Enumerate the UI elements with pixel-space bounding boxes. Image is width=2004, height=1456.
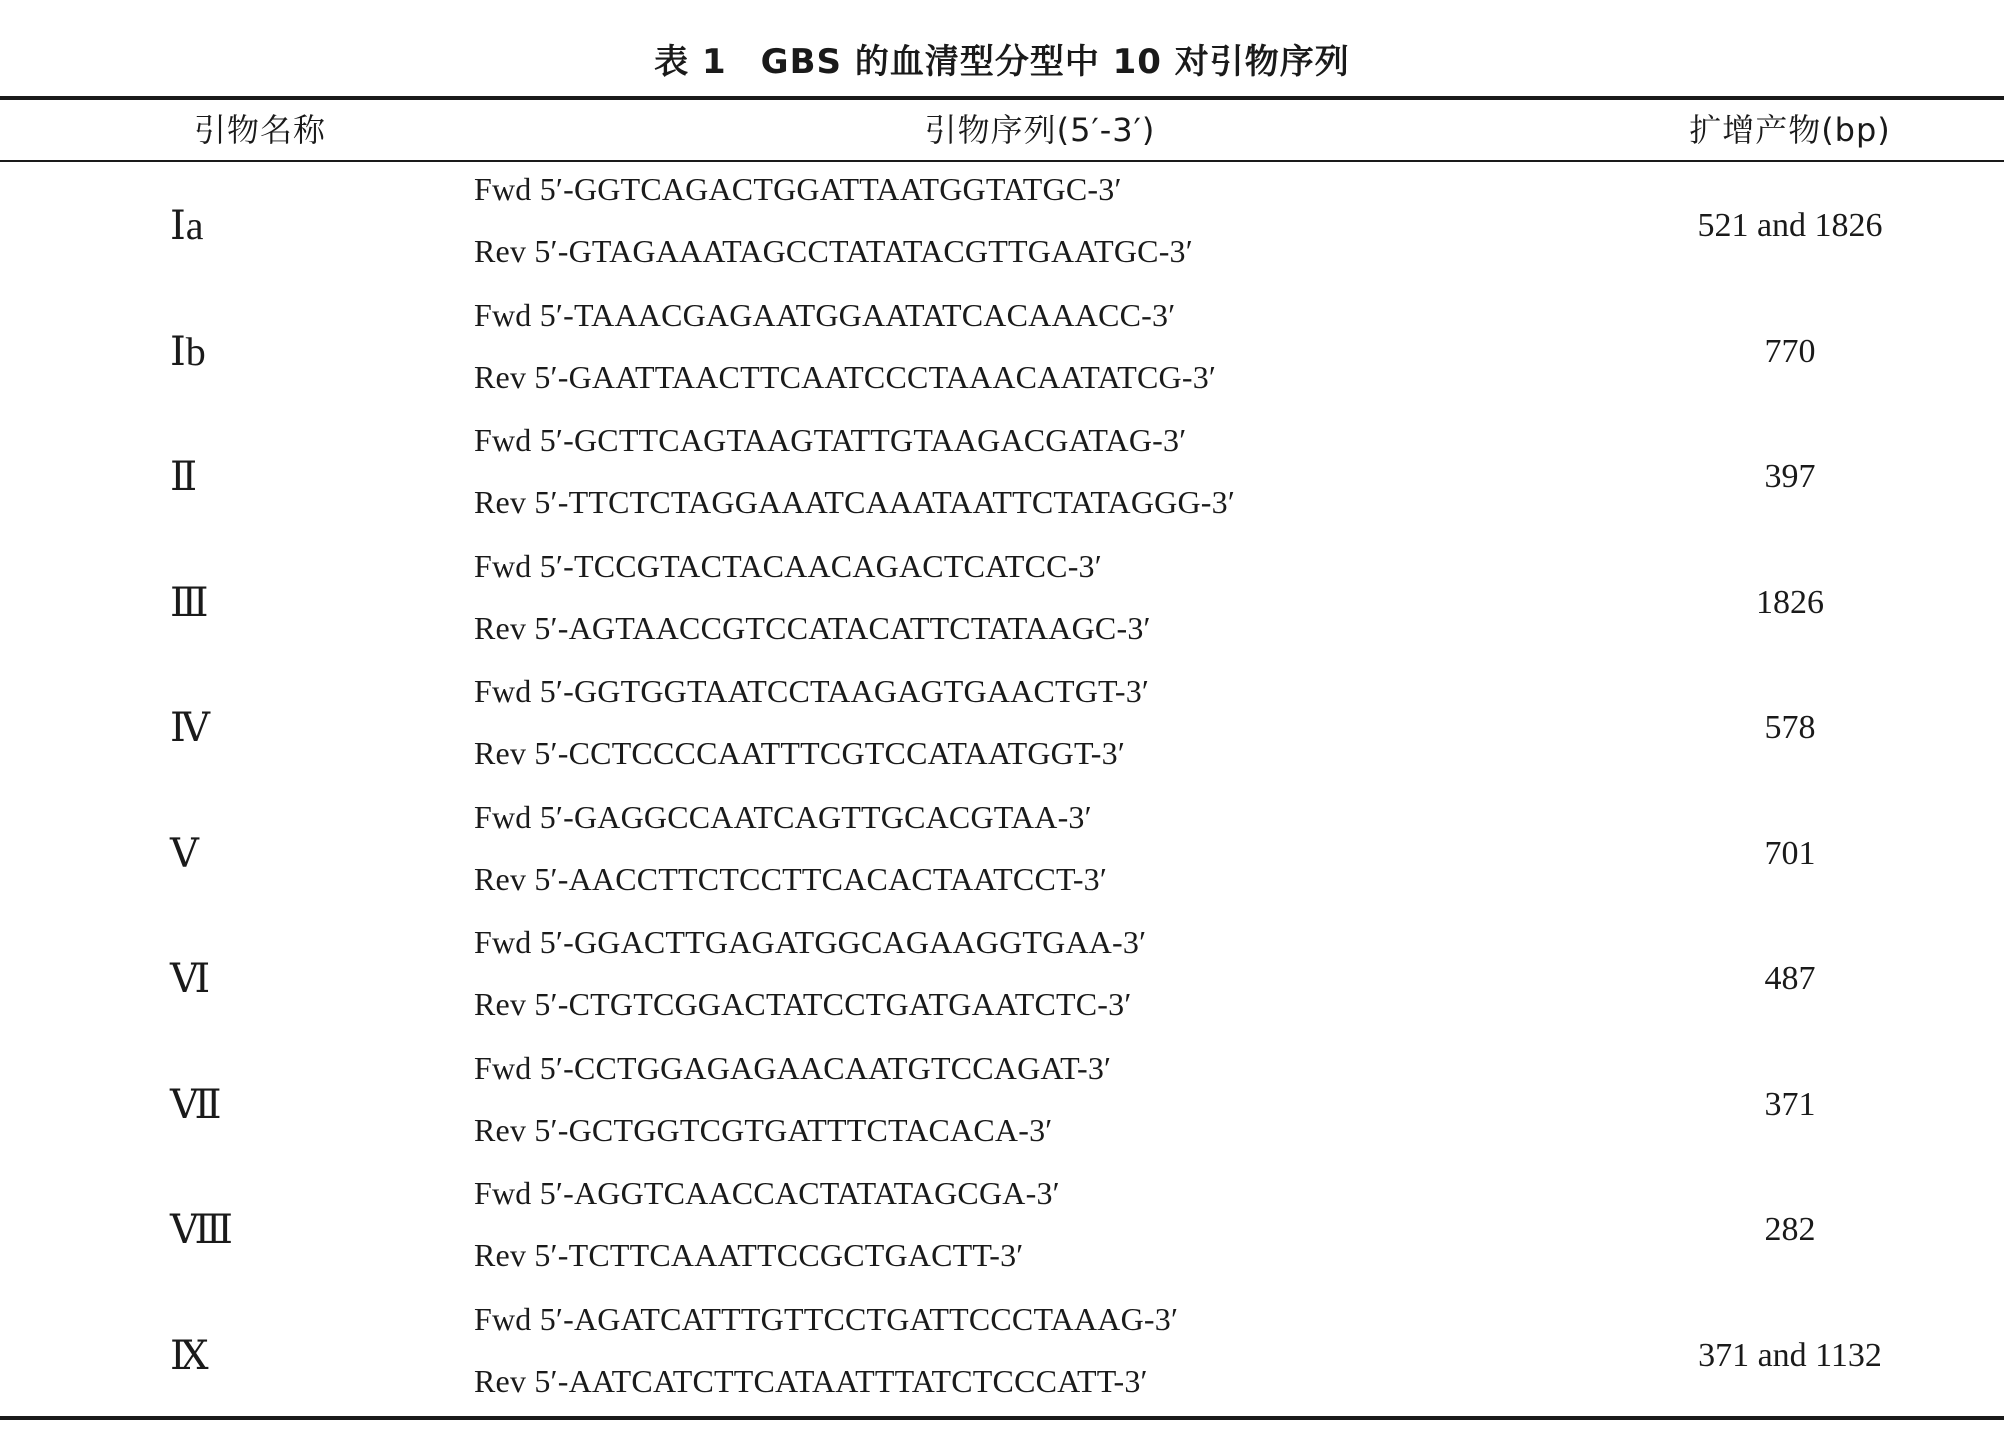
forward-primer: Fwd 5′-GCTTCAGTAAGTATTGTAAGACGATAG-3′ bbox=[474, 422, 1187, 458]
product-size: 371 and 1132 bbox=[1698, 1336, 1882, 1374]
primer-sequences bbox=[474, 163, 1374, 289]
primer-sequences bbox=[474, 1042, 1374, 1168]
table-row bbox=[0, 665, 2004, 791]
table-header-rule bbox=[0, 160, 2004, 162]
table-caption bbox=[0, 34, 2004, 83]
table-bottom-rule bbox=[0, 1416, 2004, 1420]
table-row bbox=[0, 1293, 2004, 1419]
primer-name: Ⅰb bbox=[170, 328, 206, 374]
product-size: 701 bbox=[1764, 834, 1816, 872]
reverse-primer: Rev 5′-CTGTCGGACTATCCTGATGAATCTC-3′ bbox=[474, 986, 1132, 1022]
header-product-size: 扩增产物(bp) bbox=[1689, 111, 1891, 149]
forward-primer: Fwd 5′-GGTGGTAATCCTAAGAGTGAACTGT-3′ bbox=[474, 673, 1150, 709]
primer-sequences bbox=[474, 665, 1374, 791]
table-body bbox=[0, 163, 2004, 1418]
table-caption-label: 表 1 bbox=[654, 42, 727, 82]
product-size: 1826 bbox=[1756, 583, 1824, 621]
header-primer-sequence: 引物序列(5′-3′) bbox=[924, 111, 1156, 149]
table-header-row bbox=[0, 100, 2004, 160]
reverse-primer: Rev 5′-CCTCCCCAATTTCGTCCATAATGGT-3′ bbox=[474, 735, 1126, 771]
table-row bbox=[0, 540, 2004, 666]
primer-name: Ⅵ bbox=[170, 956, 211, 1001]
primer-sequences bbox=[474, 791, 1374, 917]
table-row bbox=[0, 1042, 2004, 1168]
forward-primer: Fwd 5′-TAAACGAGAATGGAATATCACAAACC-3′ bbox=[474, 296, 1176, 333]
table-row bbox=[0, 414, 2004, 540]
product-size: 770 bbox=[1764, 332, 1816, 370]
primer-name: Ⅰa bbox=[170, 203, 204, 248]
primer-sequences bbox=[474, 540, 1374, 666]
product-size: 578 bbox=[1764, 709, 1816, 746]
forward-primer: Fwd 5′-AGATCATTTGTTCCTGATTCCCTAAAG-3′ bbox=[474, 1300, 1179, 1337]
product-size: 487 bbox=[1764, 960, 1816, 997]
reverse-primer: Rev 5′-AGTAACCGTCCATACATTCTATAAGC-3′ bbox=[474, 609, 1151, 646]
reverse-primer: Rev 5′-AACCTTCTCCTTCACACTAATCCT-3′ bbox=[474, 860, 1108, 897]
product-size: 521 and 1826 bbox=[1697, 207, 1883, 244]
forward-primer: Fwd 5′-GGACTTGAGATGGCAGAAGGTGAA-3′ bbox=[474, 924, 1147, 960]
table-row bbox=[0, 791, 2004, 917]
primer-sequences bbox=[474, 916, 1374, 1042]
header-primer-name: 引物名称 bbox=[193, 111, 326, 149]
reverse-primer: Rev 5′-TCTTCAAATTCCGCTGACTT-3′ bbox=[474, 1237, 1024, 1273]
reverse-primer: Rev 5′-GCTGGTCGTGATTTCTACACA-3′ bbox=[474, 1111, 1053, 1148]
reverse-primer: Rev 5′-AATCATCTTCATAATTTATCTCCCATT-3′ bbox=[474, 1362, 1148, 1399]
primer-name: Ⅷ bbox=[170, 1207, 234, 1252]
primer-sequences bbox=[474, 414, 1374, 540]
primer-sequences bbox=[474, 1293, 1374, 1419]
table-row bbox=[0, 163, 2004, 289]
primer-sequences bbox=[474, 289, 1374, 415]
table-caption-title: GBS 的血清型分型中 10 对引物序列 bbox=[760, 42, 1350, 82]
table-row bbox=[0, 1167, 2004, 1293]
primer-name: Ⅶ bbox=[170, 1081, 222, 1127]
forward-primer: Fwd 5′-AGGTCAACCACTATATAGCGA-3′ bbox=[474, 1175, 1060, 1211]
primer-sequences bbox=[474, 1167, 1374, 1293]
primer-name: Ⅳ bbox=[170, 705, 210, 750]
forward-primer: Fwd 5′-GAGGCCAATCAGTTGCACGTAA-3′ bbox=[474, 798, 1092, 835]
reverse-primer: Rev 5′-GTAGAAATAGCCTATATACGTTGAATGC-3′ bbox=[474, 233, 1193, 269]
table-row bbox=[0, 916, 2004, 1042]
forward-primer: Fwd 5′-TCCGTACTACAACAGACTCATCC-3′ bbox=[474, 547, 1102, 584]
primer-name: Ⅱ bbox=[170, 454, 198, 499]
reverse-primer: Rev 5′-TTCTCTAGGAAATCAAATAATTCTATAGGG-3′ bbox=[474, 484, 1236, 520]
primer-name: Ⅸ bbox=[170, 1332, 209, 1378]
product-size: 371 bbox=[1764, 1085, 1816, 1123]
product-size: 282 bbox=[1764, 1211, 1816, 1248]
reverse-primer: Rev 5′-GAATTAACTTCAATCCCTAAACAATATCG-3′ bbox=[474, 358, 1217, 395]
forward-primer: Fwd 5′-CCTGGAGAGAACAATGTCCAGAT-3′ bbox=[474, 1049, 1112, 1086]
forward-primer: Fwd 5′-GGTCAGACTGGATTAATGGTATGC-3′ bbox=[474, 171, 1122, 207]
primer-name: Ⅲ bbox=[170, 579, 209, 625]
table-row bbox=[0, 289, 2004, 415]
primer-name: Ⅴ bbox=[170, 830, 199, 876]
product-size: 397 bbox=[1764, 458, 1816, 495]
